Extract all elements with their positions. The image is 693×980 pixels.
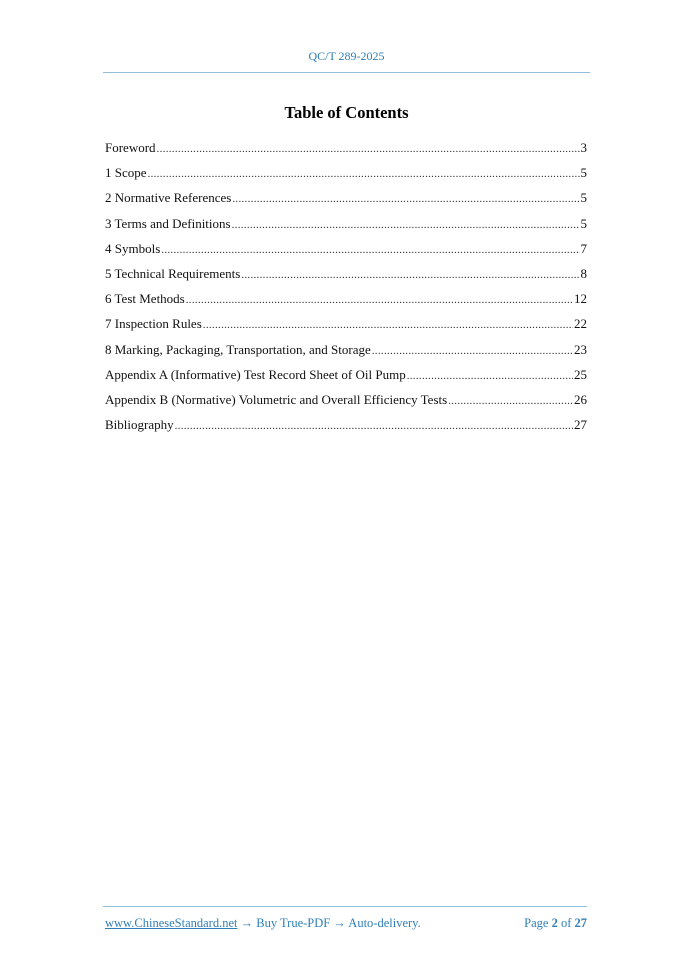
dot-leader: [241, 267, 579, 283]
toc-entry-label: 7 Inspection Rules: [105, 316, 202, 332]
toc-entry-page: 5: [580, 190, 587, 206]
page-header: [103, 49, 590, 64]
dot-leader: [175, 418, 573, 434]
total-pages-number: 27: [574, 916, 587, 930]
header-divider: [103, 72, 590, 73]
toc-entry-page: 26: [574, 391, 587, 407]
toc-entry-page: 27: [574, 417, 587, 433]
dot-leader: [186, 292, 573, 308]
toc-entry-label: 5 Technical Requirements: [105, 265, 241, 281]
toc-entry-foreword[interactable]: [105, 140, 587, 165]
table-of-contents: [105, 140, 587, 442]
dot-leader: [161, 242, 579, 258]
toc-entry-normative-references[interactable]: [105, 190, 587, 215]
current-page-number: 2: [551, 916, 558, 930]
dot-leader: [448, 393, 573, 409]
dot-leader: [407, 368, 573, 384]
toc-entry-page: 8: [580, 265, 587, 281]
toc-entry-scope[interactable]: [105, 165, 587, 190]
page-indicator: [524, 916, 587, 931]
dot-leader: [157, 141, 580, 157]
toc-entry-label: 6 Test Methods: [105, 291, 185, 307]
toc-entry-label: Foreword: [105, 140, 156, 155]
toc-entry-inspection-rules[interactable]: [105, 316, 587, 341]
standard-code: QC/T 289-2025: [308, 49, 385, 63]
toc-entry-page: 23: [574, 341, 587, 357]
toc-entry-appendix-b[interactable]: [105, 392, 587, 417]
footer-divider: [103, 906, 587, 907]
toc-entry-label: 4 Symbols: [105, 240, 161, 256]
toc-entry-test-methods[interactable]: [105, 291, 587, 316]
toc-entry-symbols[interactable]: [105, 241, 587, 266]
toc-entry-label: Appendix B (Normative) Volumetric and Overall Efficiency Tests: [105, 391, 448, 407]
of-word: of: [560, 916, 572, 930]
toc-entry-page: 5: [580, 165, 587, 181]
toc-entry-marking-packaging[interactable]: [105, 342, 587, 367]
toc-entry-page: 5: [580, 215, 587, 231]
dot-leader: [203, 317, 573, 333]
toc-entry-label: 3 Terms and Definitions: [105, 215, 231, 231]
toc-entry-terms-definitions[interactable]: [105, 216, 587, 241]
toc-entry-page: 7: [580, 240, 587, 256]
toc-entry-label: Bibliography: [105, 417, 174, 433]
footer-tagline: → Buy True-PDF → Auto-delivery.: [237, 916, 421, 930]
toc-entry-label: 2 Normative References: [105, 190, 232, 206]
toc-entry-bibliography[interactable]: [105, 417, 587, 442]
toc-entry-appendix-a[interactable]: [105, 367, 587, 392]
footer-promo: [105, 916, 421, 931]
toc-entry-page: 3: [580, 140, 587, 155]
dot-leader: [148, 166, 580, 182]
toc-entry-page: 25: [574, 366, 587, 382]
dot-leader: [232, 217, 580, 233]
website-link[interactable]: www.ChineseStandard.net: [105, 916, 238, 930]
dot-leader: [372, 343, 573, 359]
page-word: Page: [524, 916, 549, 930]
toc-title: Table of Contents: [284, 103, 409, 122]
toc-entry-label: 1 Scope: [105, 165, 147, 181]
toc-entry-page: 12: [574, 291, 587, 307]
toc-entry-label: Appendix A (Informative) Test Record Sheet of Oil Pump: [105, 366, 406, 382]
toc-entry-technical-requirements[interactable]: [105, 266, 587, 291]
dot-leader: [232, 191, 579, 207]
toc-entry-label: 8 Marking, Packaging, Transportation, and Storage: [105, 341, 371, 357]
toc-entry-page: 22: [574, 316, 587, 332]
